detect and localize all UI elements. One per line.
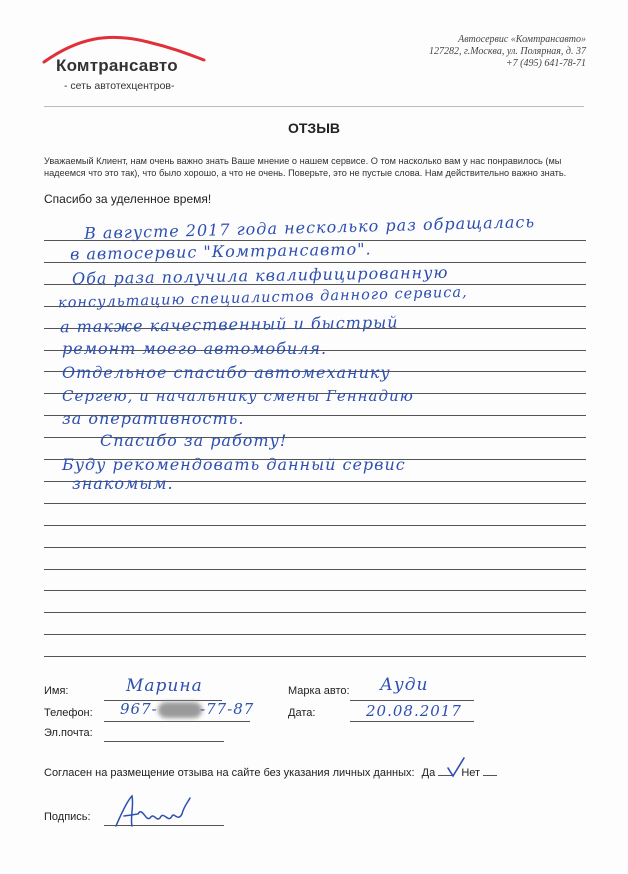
ruled-line [44,656,586,657]
consent-yes-label: Да [421,767,436,779]
phone-label: Телефон: [44,707,93,719]
consent-text: Согласен на размещение отзыва на сайте без указания личных данных: [44,767,415,779]
email-label: Эл.почта: [44,727,93,739]
review-line: ремонт моего автомобиля. [62,339,328,358]
ruled-line [44,634,586,635]
review-line: В августе 2017 года несколько раз обращалась [83,212,536,243]
review-line: Спасибо за работу! [100,431,288,450]
review-line: Сергею, и начальнику смены Геннадию [62,387,414,405]
review-line: Оба раза получила квалифицированную [71,262,449,289]
checkmark-icon [446,756,466,780]
phone-suffix: -77-87 [200,700,255,718]
name-label: Имя: [44,685,69,697]
ruled-line [44,547,586,548]
car-label: Марка авто: [288,685,350,697]
header-divider [44,106,584,107]
consent-no-field[interactable] [483,775,497,776]
company-address [429,34,586,70]
review-line: знакомым. [72,474,174,493]
ruled-line [44,503,586,504]
ruled-line [44,525,586,526]
logo-name: Комтрансавто [56,56,178,75]
date-label: Дата: [288,707,316,719]
review-line: Отдельное спасибо автомеханику [62,363,391,382]
logo-subtitle: - сеть автотехцентров- [64,80,175,92]
name-value: Марина [126,676,203,696]
intro-text: Уважаемый Клиент, нам очень важно знать Ваше мнение о нашем сервисе. О том насколько вам у нас понравилось (мы надеемся что это так), что было хорошо, а что не очень. Поверьте, это не пустые слова. Нам действительно важно знать. [44,156,567,178]
review-line: Буду рекомендовать данный сервис [62,455,406,474]
thanks-text: Спасибо за уделенное время! [44,192,212,206]
ruled-line [44,590,586,591]
date-value: 20.08.2017 [366,702,462,720]
signature-image [112,792,196,832]
address-line: Автосервис «Комтрансавто» [458,34,586,45]
consent-row [44,767,497,779]
date-field-line [350,721,474,722]
car-field-line [350,700,474,701]
phone-prefix: 967- [120,700,158,718]
ruled-line [44,612,586,613]
page-title: ОТЗЫВ [287,120,341,136]
address-line: 127282, г.Москва, ул. Полярная, д. 37 [428,46,586,57]
review-line: в автосервис "Комтрансавто". [69,239,372,264]
consent-no-label: Нет [461,767,481,779]
review-line: а также качественный и быстрый [59,312,399,337]
company-logo [38,28,208,98]
ruled-line [44,569,586,570]
email-field-line [104,741,224,742]
signature-label: Подпись: [44,811,91,823]
review-line: консультацию специалистов данного сервиса, [57,284,468,312]
car-value: Ауди [380,675,429,695]
review-line: за оперативность. [62,409,245,428]
phone-redaction [158,702,202,718]
phone-field-line [104,721,250,722]
address-line: +7 (495) 641-78-71 [505,58,586,69]
